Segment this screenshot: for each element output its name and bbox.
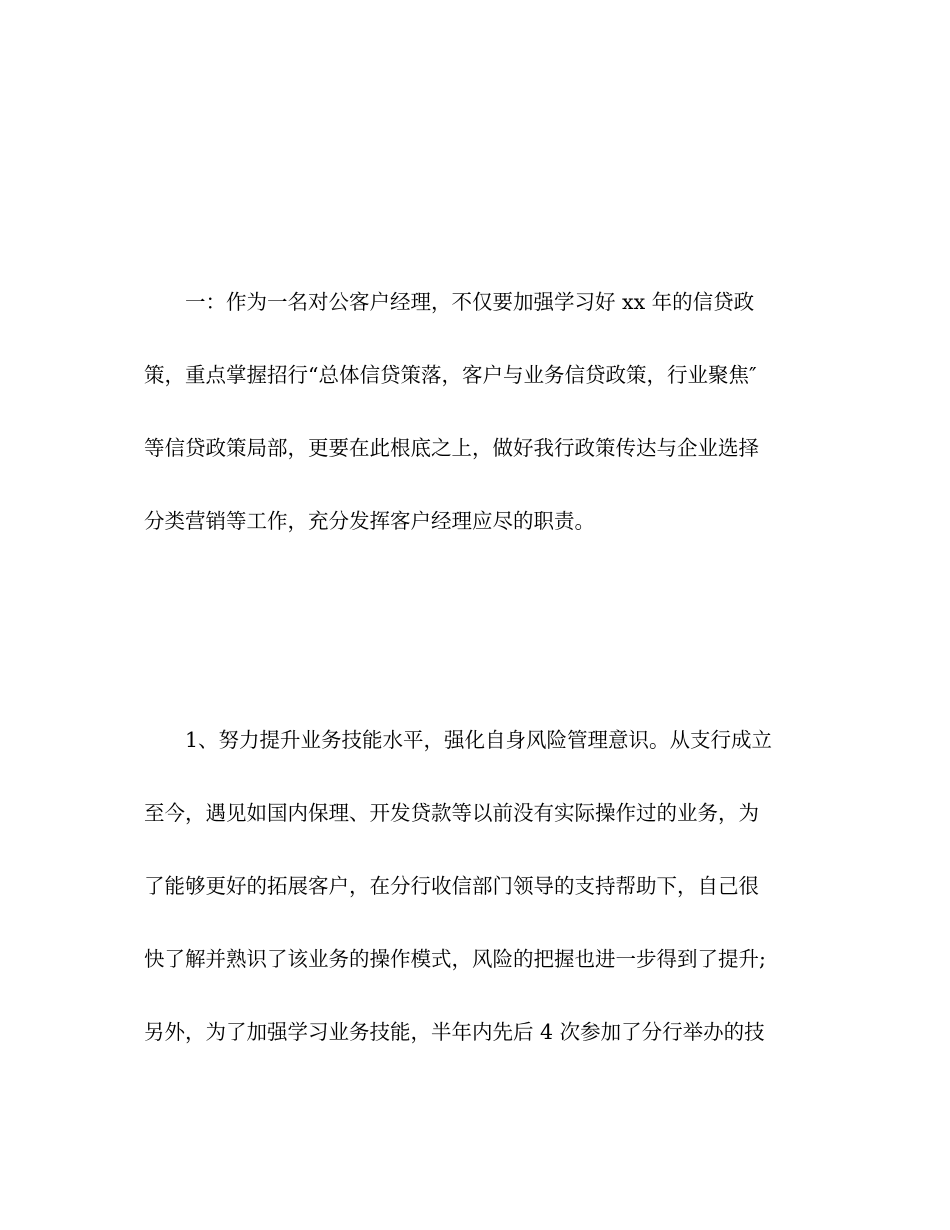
paragraph-line: 了能够更好的拓展客户，在分行收信部门领导的支持帮助下，自己很 (144, 874, 759, 898)
paragraph-line: 等信贷政策局部，更要在此根底之上，做好我行政策传达与企业选择 (144, 436, 759, 460)
paragraph-line: 分类营销等工作，充分发挥客户经理应尽的职责。 (144, 509, 595, 533)
paragraph-line: 至今，遇见如国内保理、开发贷款等以前没有实际操作过的业务，为 (144, 801, 759, 825)
paragraph-line: 一：作为一名对公客户经理，不仅要加强学习好 xx 年的信贷政 (185, 290, 755, 314)
paragraph-line: 快了解并熟识了该业务的操作模式，风险的把握也进一步得到了提升; (144, 947, 766, 971)
paragraph-line: 策，重点掌握招行“总体信贷策落，客户与业务信贷政策，行业聚焦″ (144, 363, 757, 387)
paragraph-line: 1、努力提升业务技能水平，强化自身风险管理意识。从支行成立 (185, 728, 773, 752)
paragraph-line: 另外，为了加强学习业务技能，半年内先后 4 次参加了分行举办的技 (144, 1020, 765, 1044)
